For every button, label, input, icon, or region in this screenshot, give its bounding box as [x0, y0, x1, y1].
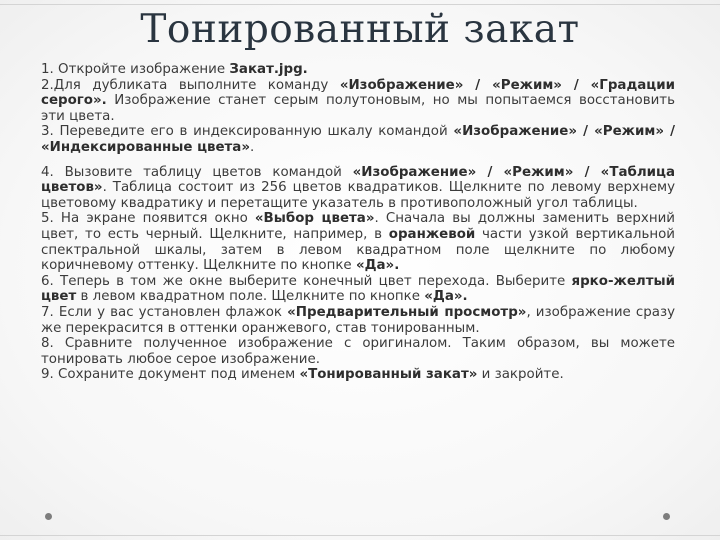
step-text: 7. Если у вас установлен флажок [41, 304, 288, 320]
step-text: . Сначала вы должны заменить верхний цвет, то есть черный. Щелкните, например, в [41, 211, 675, 242]
step-bold-text: «Изображение» / «Режим» / «Градации серого». [41, 77, 675, 109]
step-text: и закройте. [477, 367, 564, 383]
instruction-step-5 [41, 211, 675, 273]
step-text: 4. Вызовите таблицу цветов командой [41, 164, 353, 180]
step-text: 2.Для дубликата выполните команду [41, 77, 340, 93]
instruction-step-7 [41, 305, 675, 336]
step-text: . [250, 139, 255, 155]
instruction-step-8 [41, 336, 675, 367]
step-text: 1. Откройте изображение [41, 62, 230, 77]
instruction-step-6 [41, 274, 675, 305]
step-bold-text: «Да». [355, 258, 400, 274]
instruction-step-3 [41, 124, 675, 155]
step-text: части узкой вертикальной спектральной шкалы, затем в левом квадратном поле щелкните по любому коричневому оттенку. Щелкните по кнопке [41, 226, 675, 274]
step-bold-text: «Изображение» / «Режим» / «Индексированные цвета» [41, 124, 675, 155]
step-bold-text: «Предварительный просмотр» [287, 304, 527, 320]
step-text: . Таблица состоит из 256 цветов квадратиков. Щелкните по левому верхнему цветовому квадратику и перетащите указатель в противоположный угол таблицы. [41, 180, 675, 211]
decorative-dot-right [663, 513, 670, 520]
instruction-step-2 [41, 78, 675, 125]
step-text: 8. Сравните полученное изображение с оригиналом. Таким образом, вы можете тонировать любое серое изображение. [41, 336, 675, 367]
step-bold-text: «Тонированный закат» [299, 367, 478, 383]
step-bold-text: «Выбор цвета» [254, 211, 375, 227]
step-bold-text: Закат.jpg. [229, 62, 308, 77]
step-text: 3. Переведите его в индексированную шкалу командой [41, 124, 454, 140]
step-bold-text: ярко-желтый цвет [41, 273, 675, 305]
bottom-divider [0, 535, 720, 536]
decorative-dot-left [45, 513, 52, 520]
step-text: 9. Сохраните документ под именем [41, 367, 300, 383]
step-bold-text: «Изображение» / «Режим» / «Таблица цветов» [41, 164, 675, 196]
step-text: 6. Теперь в том же окне выберите конечный цвет перехода. Выберите [41, 273, 572, 289]
step-text: , изображение сразу же перекрасится в оттенки оранжевого, став тонированным. [41, 304, 675, 336]
slide-title: Тонированный закат [140, 7, 580, 52]
top-divider [0, 4, 720, 5]
instruction-step-9 [41, 367, 675, 383]
step-bold-text: оранжевой [388, 226, 476, 242]
instruction-step-1 [41, 62, 675, 78]
step-text: Изображение станет серым полутоновым, но мы попытаемся восстановить эти цвета. [41, 93, 675, 124]
instruction-list [41, 62, 675, 383]
step-text: 5. На экране появится окно [41, 211, 255, 227]
step-bold-text: «Да». [424, 289, 468, 305]
instruction-step-4 [41, 165, 675, 212]
step-text: в левом квадратном поле. Щелкните по кнопке [76, 289, 425, 305]
